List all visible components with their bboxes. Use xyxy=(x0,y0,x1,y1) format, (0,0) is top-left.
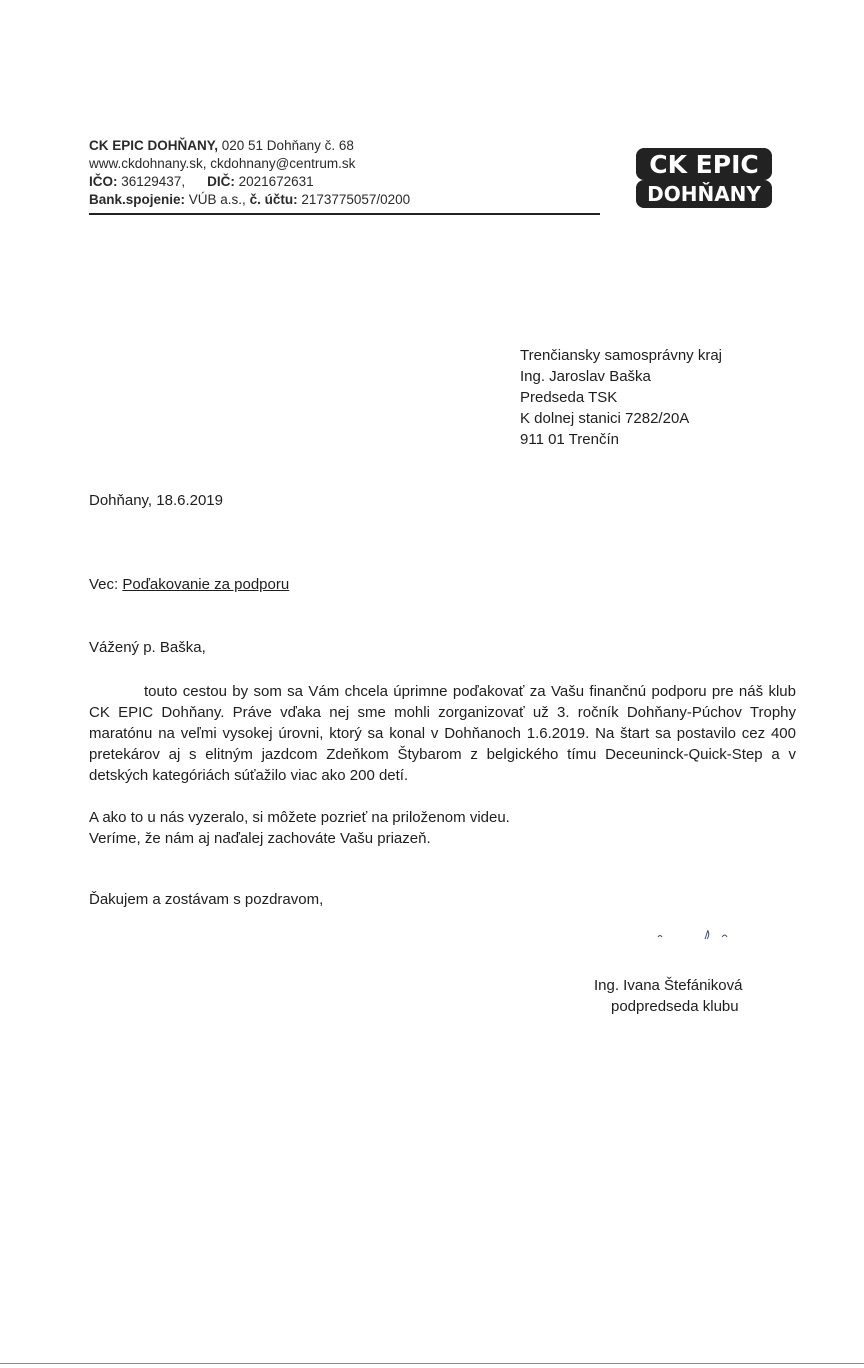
letterhead-line-1: CK EPIC DOHŇANY, 020 51 Dohňany č. 68 xyxy=(89,138,354,153)
logo-line-2: DOHŇANY xyxy=(647,182,761,206)
signer-name: Ing. Ivana Štefániková xyxy=(594,977,743,994)
letterhead-line-4: Bank.spojenie: VÚB a.s., č. účtu: 2173775057/0200 xyxy=(89,192,411,207)
signer-role: podpredseda klubu xyxy=(611,998,739,1015)
logo-line-1: CK EPIC xyxy=(649,150,759,179)
recipient-line: Predseda TSK xyxy=(520,389,618,406)
letterhead xyxy=(89,137,410,209)
letterhead-line-2: www.ckdohnany.sk, ckdohnany@centrum.sk xyxy=(89,156,356,171)
subject-label: Vec: xyxy=(89,576,123,593)
salutation: Vážený p. Baška, xyxy=(89,639,206,656)
club-logo xyxy=(634,146,774,210)
recipient-line: Trenčiansky samosprávny kraj xyxy=(520,347,723,364)
second-paragraph xyxy=(89,807,510,849)
letterhead-line-3: IČO: 36129437, DIČ: 2021672631 xyxy=(89,174,314,189)
paragraph-line: Veríme, že nám aj naďalej zachováte Vašu priazeň. xyxy=(89,830,431,847)
recipient-line: K dolnej stanici 7282/20A xyxy=(520,410,690,427)
page-bottom-rule xyxy=(0,1363,864,1364)
paragraph-line: A ako to u nás vyzeralo, si môžete pozrieť na priloženom videu. xyxy=(89,809,510,826)
recipient-line: Ing. Jaroslav Baška xyxy=(520,368,651,385)
signature-mark xyxy=(650,925,740,945)
body-paragraph: touto cestou by som sa Vám chcela úprimne poďakovať za Vašu finančnú podporu pre náš klub CK EPIC Dohňany. Práve vďaka nej sme mohli zorganizovať už 3. ročník Dohňany-Púchov Trophy maratónu na veľmi vysokej úrovni, ktorý sa konal v Dohňanoch 1.6.2019. Na štart sa postavilo cez 400 pretekárov aj s elitným jazdcom Zdeňkom Štybarom z belgického tímu Deceuninck-Quick-Step a v detských kategóriách súťažilo viac ako 200 detí. xyxy=(89,683,796,784)
subject-line xyxy=(89,576,289,593)
letterhead-divider xyxy=(89,213,600,215)
closing-line: Ďakujem a zostávam s pozdravom, xyxy=(89,891,324,908)
subject-text: Poďakovanie za podporu xyxy=(122,576,290,593)
recipient-line: 911 01 Trenčín xyxy=(520,431,619,448)
signer-block xyxy=(594,975,742,1017)
place-date: Dohňany, 18.6.2019 xyxy=(89,492,223,509)
recipient-address xyxy=(520,345,722,450)
